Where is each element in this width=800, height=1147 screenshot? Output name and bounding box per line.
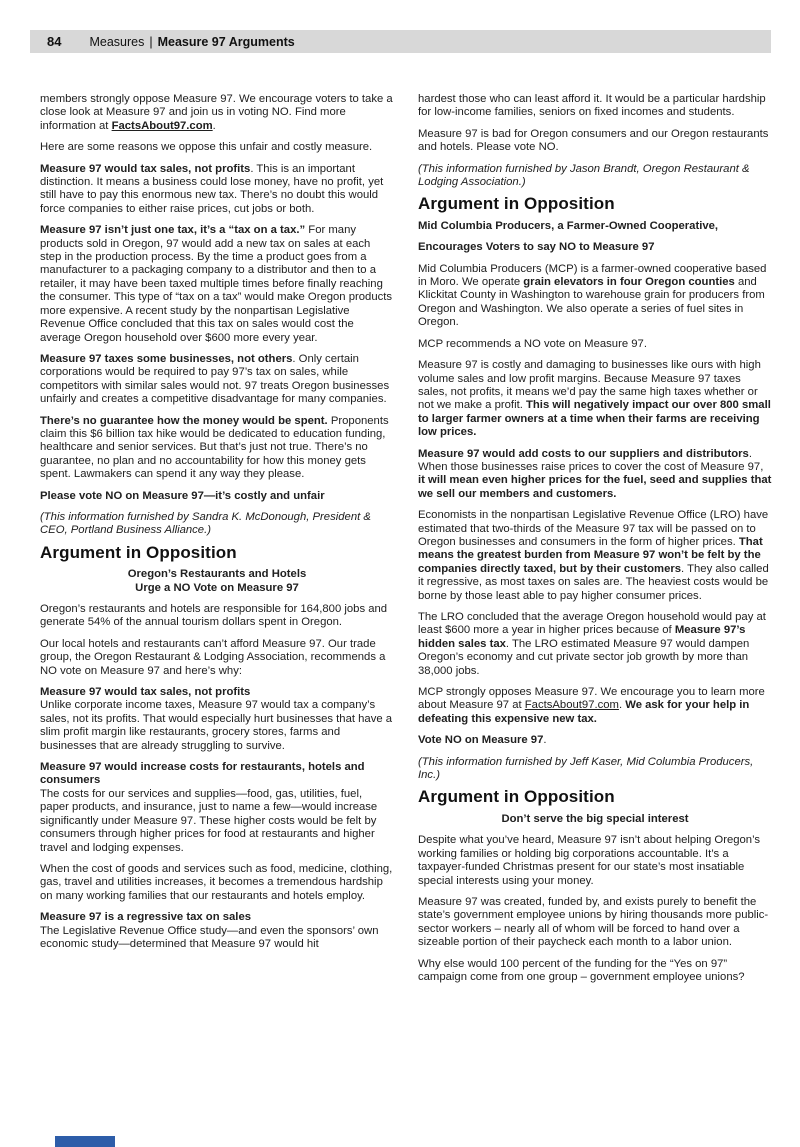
text-segment: . This is an important distinction. It means a business could lose money, have no profit, yet still have to pay this enormous new tax. There’s no doubt this would force companies to either raise prices, cut jobs or both. <box>40 162 384 215</box>
factsabout97-link: FactsAbout97.com <box>111 119 213 132</box>
body-paragraph <box>418 686 772 726</box>
text-segment: MCP strongly opposes Measure 97. We encourage you to learn more about Measure 97 at <box>418 686 765 712</box>
text-segment: . They also called it regressive, as most taxes on sales are. The heaviest costs would be borne by those least able to pay higher consumer prices. <box>418 562 769 602</box>
text-segment: Measure 97 was created, funded by, and exists purely to benefit the state’s government employee unions by hiring thousands more public-sector workers – nearly all of whom will be forced to hand over a sizeable portion of their paycheck each month to a labor union. <box>418 895 769 949</box>
body-paragraph <box>40 163 394 217</box>
body-paragraph <box>418 338 772 351</box>
text-segment: Measure 97 would add costs to our suppliers and distributors <box>418 447 749 460</box>
right-column <box>418 93 772 992</box>
argument-subtitle <box>40 568 394 595</box>
page-title: Measure 97 Arguments <box>157 34 295 49</box>
body-paragraph <box>418 896 772 950</box>
text-segment: Encourages Voters to say NO to Measure 97 <box>418 241 655 254</box>
text-segment: Vote NO on Measure 97 <box>418 734 544 747</box>
argument-heading: Argument in Opposition <box>40 542 237 562</box>
text-segment: Mid Columbia Producers, a Farmer-Owned Cooperative, <box>418 219 719 232</box>
text-segment: That means the greatest burden from Measure 97 won’t be felt by the companies directly taxed, but by their customers <box>418 535 763 575</box>
text-segment: Despite what you’ve heard, Measure 97 isn’t about helping Oregon’s working families or holding big corporations accountable. It’s a taxpayer-funded Christmas present for our state’s most insatiable special interests using your money. <box>418 834 761 887</box>
text-segment: grain elevators in four Oregon counties <box>523 276 735 289</box>
text-segment: Why else would 100 percent of the funding for the “Yes on 97” campaign come from one group – government employee unions? <box>418 957 745 983</box>
attribution-paragraph <box>418 163 772 190</box>
text-segment: The Legislative Revenue Office study—and even the sponsors’ own economic study—determined that Measure 97 would hit <box>40 924 379 950</box>
text-segment: Measure 97 is bad for Oregon consumers and our Oregon restaurants and hotels. Please vote NO. <box>418 127 769 154</box>
text-segment: Our local hotels and restaurants can’t afford Measure 97. Our trade group, the Oregon Restaurant & Lodging Association, recommends a NO vote on Measure 97 and here’s why: <box>40 637 386 677</box>
body-paragraph <box>40 911 394 951</box>
attribution-paragraph <box>418 756 772 783</box>
argument-heading: Argument in Opposition <box>418 194 615 214</box>
text-segment: When the cost of goods and services such as food, medicine, clothing, gas, travel and utilities increases, it becomes a tremendous hardship on many working families that our restaurants and hotels employ. <box>40 862 393 902</box>
argument-subtitle <box>418 220 772 233</box>
text-segment: Please vote NO on Measure 97—it’s costly and unfair <box>40 489 325 502</box>
footer-page-tab <box>55 1136 115 1147</box>
text-segment: Economists in the nonpartisan Legislative Revenue Office (LRO) have estimated that two-thirds of the Measure 97 tax will be passed on to Oregon businesses and consumers in the form of higher prices. <box>418 509 769 548</box>
text-segment: For many products sold in Oregon, 97 would add a new tax on sales at each step in the production process. By the time a product goes from a manufacturer to a packaging company to a distributor and then to a retailer, it may have been taxed multiple times before finally reaching the consumer. This type of “tax on a tax” would make Oregon products more expensive. A recent study by the nonpartisan Legislative Revenue Office concluded that this tax on sales would cost the average Oregon household over $600 more every year. <box>40 224 393 344</box>
argument-subtitle <box>418 813 772 826</box>
text-segment: Unlike corporate income taxes, Measure 97 would tax a company’s sales, not its profits. That would especially hurt businesses that have a slim profit margin like restaurants, grocery stores, farms and businesses that are already struggling to survive. <box>40 699 393 752</box>
text-segment: Proponents claim this $6 billion tax hike would be dedicated to education funding, healthcare and senior services. But that’s just not true. There’s no guarantee, no plan and no accountability for how this money gets spent. Lawmakers can spend it any way they please. <box>40 414 389 481</box>
text-segment: MCP recommends a NO vote on Measure 97. <box>418 337 647 350</box>
text-segment: Don’t serve the big special interest <box>501 812 689 825</box>
body-paragraph <box>418 448 772 502</box>
text-segment: Urge a NO Vote on Measure 97 <box>135 581 299 594</box>
text-segment: . <box>543 734 547 747</box>
body-paragraph <box>40 638 394 678</box>
text-segment: Measure 97’s hidden sales tax <box>418 624 746 650</box>
text-segment: Measure 97 would tax sales, not profits <box>40 686 251 699</box>
page-number: 84 <box>47 34 62 49</box>
body-paragraph <box>40 415 394 482</box>
header-separator: | <box>149 34 153 49</box>
body-paragraph <box>418 509 772 603</box>
text-segment: and Klickitat County in Washington to warehouse grain for producers from Oregon and Washington. We also operate a series of fuel sites in Oregon. <box>418 276 765 329</box>
text-segment: Measure 97 taxes some businesses, not others <box>40 352 293 365</box>
page-header <box>30 30 771 53</box>
text-segment: This will negatively impact our over 800 small to larger farmer owners at a time when their farms are receiving low prices. <box>418 399 771 439</box>
attribution-paragraph <box>40 511 394 538</box>
text-segment: The costs for our services and supplies—food, gas, utilities, fuel, paper products, and insurance, just to name a few—would increase significantly under Measure 97. These higher costs would be felt by consumers through higher prices for food at restaurants and higher travel and lodging expenses. <box>40 787 378 854</box>
text-segment: Mid Columbia Producers (MCP) is a farmer-owned cooperative based in Moro. We operate <box>418 262 767 289</box>
text-segment: . The LRO estimated Measure 97 would dampen Oregon’s economy and cut private sector job growth by more than 38,000 jobs. <box>418 637 750 677</box>
factsabout97-link: FactsAbout97.com <box>524 699 619 712</box>
body-paragraph <box>418 834 772 888</box>
body-paragraph <box>418 263 772 330</box>
text-segment: Oregon’s restaurants and hotels are responsible for 164,800 jobs and generate 54% of the annual tourism dollars spent in Oregon. <box>40 603 388 629</box>
text-segment: (This information furnished by Sandra K. McDonough, President & CEO, Portland Business Alliance.) <box>40 510 371 537</box>
text-segment: . Only certain corporations would be required to pay 97’s tax on sales, while competitors with similar sales would not. 97 treats Oregon businesses unfairly and creates a competitive disadvantage for many companies. <box>40 352 390 406</box>
vote-no-line <box>418 734 772 747</box>
text-segment: . When those businesses raise prices to cover the cost of Measure 97, <box>418 447 764 473</box>
text-segment: Measure 97 is a regressive tax on sales <box>40 911 252 924</box>
body-paragraph <box>418 93 772 120</box>
text-segment: hardest those who can least afford it. It would be a particular hardship for low-income families, seniors on fixed incomes and students. <box>418 93 766 119</box>
text-segment: (This information furnished by Jeff Kaser, Mid Columbia Producers, Inc.) <box>418 755 754 782</box>
text-segment: Measure 97 is costly and damaging to businesses like ours with high volume sales and low profit margins. Because Measure 97 taxes sales, not profits, it means we’d pay the same high taxes whether or not we make a profit. <box>418 359 761 412</box>
body-paragraph <box>40 686 394 753</box>
body-paragraph <box>418 958 772 985</box>
body-paragraph <box>418 128 772 155</box>
text-segment: it will mean even higher prices for the fuel, seed and supplies that we sell our members and customers. <box>418 474 772 500</box>
text-segment: . <box>618 699 626 712</box>
left-column <box>40 93 394 959</box>
text-segment: The LRO concluded that the average Oregon household would pay at least $600 more a year in higher prices because of <box>418 611 766 637</box>
section-label: Measures <box>89 34 145 49</box>
text-segment: Measure 97 would tax sales, not profits <box>40 162 251 175</box>
body-paragraph <box>418 359 772 439</box>
argument-subtitle <box>418 241 772 254</box>
text-segment: Measure 97 isn’t just one tax, it’s a “tax on a tax.” <box>40 224 306 237</box>
text-segment: Here are some reasons we oppose this unfair and costly measure. <box>40 141 373 154</box>
body-paragraph <box>40 93 394 133</box>
text-segment: There’s no guarantee how the money would be spent. <box>40 414 328 427</box>
text-segment: We ask for your help in defeating this expensive new tax. <box>418 699 750 725</box>
text-segment: members strongly oppose Measure 97. We encourage voters to take a close look at Measure 97 and join us in voting NO. Find more information at <box>40 93 393 132</box>
body-paragraph <box>40 863 394 903</box>
body-paragraph <box>40 603 394 630</box>
text-segment: Oregon’s Restaurants and Hotels <box>127 568 307 581</box>
vote-no-line <box>40 490 394 503</box>
body-paragraph <box>40 224 394 345</box>
body-paragraph <box>40 353 394 407</box>
argument-heading: Argument in Opposition <box>418 787 615 807</box>
body-paragraph <box>40 761 394 855</box>
body-paragraph <box>40 141 394 154</box>
text-segment: Measure 97 would increase costs for restaurants, hotels and consumers <box>40 761 365 787</box>
body-paragraph <box>418 611 772 678</box>
text-segment: (This information furnished by Jason Brandt, Oregon Restaurant & Lodging Association.) <box>418 162 750 189</box>
text-segment: . <box>212 119 216 132</box>
